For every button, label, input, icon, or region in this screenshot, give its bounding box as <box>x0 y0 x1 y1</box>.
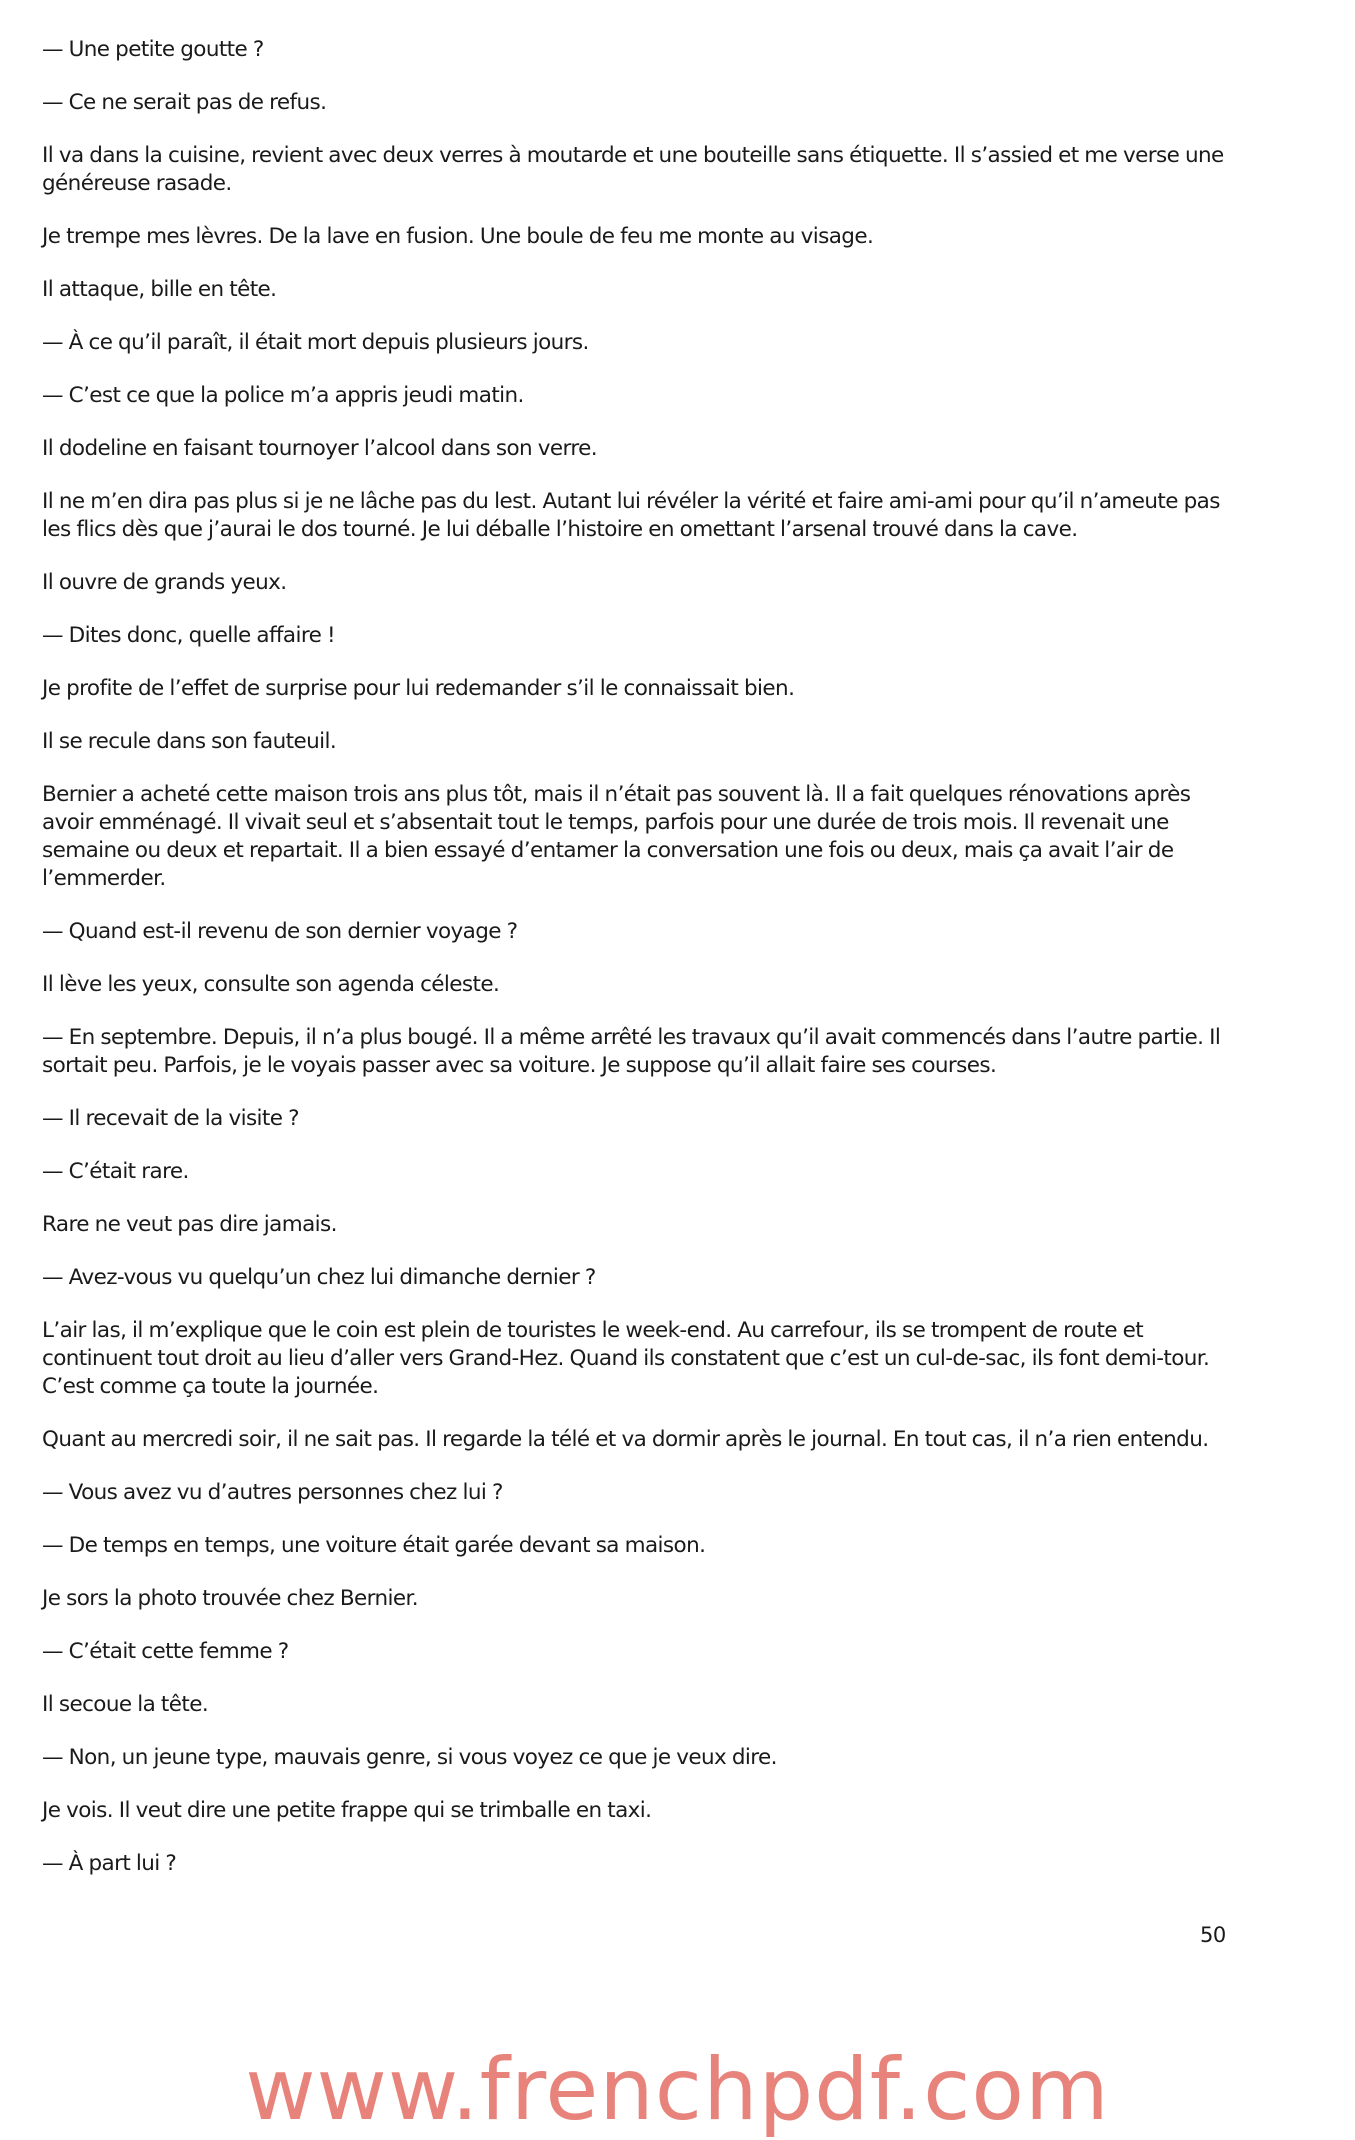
paragraph: L’air las, il m’explique que le coin est plein de touristes le week-end. Au carrefour, ils se trompent de route et continuent tout droit au lieu d’aller vers Grand-Hez. Quand ils constatent que c’est un cul-de-sac, ils font demi-tour. C’est comme ça toute la journée. <box>42 1318 1210 1399</box>
paragraph: — C’était cette femme ? <box>42 1639 289 1664</box>
paragraph: — Non, un jeune type, mauvais genre, si vous voyez ce que je veux dire. <box>42 1745 777 1770</box>
paragraph: Je profite de l’effet de surprise pour lui redemander s’il le connaissait bien. <box>42 676 795 701</box>
page-number: 50 <box>1200 1923 1226 1947</box>
paragraph: Je vois. Il veut dire une petite frappe qui se trimballe en taxi. <box>42 1798 652 1823</box>
paragraph: — De temps en temps, une voiture était garée devant sa maison. <box>42 1533 706 1558</box>
paragraph: Il ouvre de grands yeux. <box>42 570 287 595</box>
paragraph: Il attaque, bille en tête. <box>42 277 277 302</box>
paragraph: — Vous avez vu d’autres personnes chez lui ? <box>42 1480 503 1505</box>
paragraph: — C’est ce que la police m’a appris jeudi matin. <box>42 383 524 408</box>
paragraph: — Quand est-il revenu de son dernier voyage ? <box>42 919 518 944</box>
paragraph: — Avez-vous vu quelqu’un chez lui dimanche dernier ? <box>42 1265 596 1290</box>
paragraph: — À part lui ? <box>42 1851 177 1876</box>
paragraph: — Il recevait de la visite ? <box>42 1106 299 1131</box>
paragraph: Il secoue la tête. <box>42 1692 209 1717</box>
paragraph: Bernier a acheté cette maison trois ans plus tôt, mais il n’était pas souvent là. Il a fait quelques rénovations après avoir emménagé. Il vivait seul et s’absentait tout le temps, parfois pour une durée de trois mois. Il revenait une semaine ou deux et repartait. Il a bien essayé d’entamer la conversation une fois ou deux, mais ça avait l’air de l’emmerder. <box>42 782 1191 891</box>
paragraph: Il se recule dans son fauteuil. <box>42 729 337 754</box>
paragraph: Je trempe mes lèvres. De la lave en fusion. Une boule de feu me monte au visage. <box>42 224 874 249</box>
paragraph: Il ne m’en dira pas plus si je ne lâche pas du lest. Autant lui révéler la vérité et faire ami-ami pour qu’il n’ameute pas les flics dès que j’aurai le dos tourné. Je lui déballe l’histoire en omettant l’arsenal trouvé dans la cave. <box>42 489 1220 542</box>
paragraph: Il va dans la cuisine, revient avec deux verres à moutarde et une bouteille sans étiquette. Il s’assied et me verse une généreuse rasade. <box>42 143 1224 196</box>
body-text <box>42 36 1242 1903</box>
watermark-link[interactable]: www.frenchpdf.com <box>245 2040 1110 2140</box>
paragraph: — À ce qu’il paraît, il était mort depuis plusieurs jours. <box>42 330 589 355</box>
paragraph: — Ce ne serait pas de refus. <box>42 90 327 115</box>
paragraph: Rare ne veut pas dire jamais. <box>42 1212 337 1237</box>
paragraph: Il lève les yeux, consulte son agenda céleste. <box>42 972 500 997</box>
paragraph: — En septembre. Depuis, il n’a plus bougé. Il a même arrêté les travaux qu’il avait commencés dans l’autre partie. Il sortait peu. Parfois, je le voyais passer avec sa voiture. Je suppose qu’il allait faire ses courses. <box>42 1025 1221 1078</box>
paragraph: — Dites donc, quelle affaire ! <box>42 623 335 648</box>
paragraph: Je sors la photo trouvée chez Bernier. <box>42 1586 419 1611</box>
paragraph: Quant au mercredi soir, il ne sait pas. Il regarde la télé et va dormir après le journal. En tout cas, il n’a rien entendu. <box>42 1427 1209 1452</box>
paragraph: — Une petite goutte ? <box>42 37 264 62</box>
paragraph: — C’était rare. <box>42 1159 189 1184</box>
paragraph: Il dodeline en faisant tournoyer l’alcool dans son verre. <box>42 436 598 461</box>
